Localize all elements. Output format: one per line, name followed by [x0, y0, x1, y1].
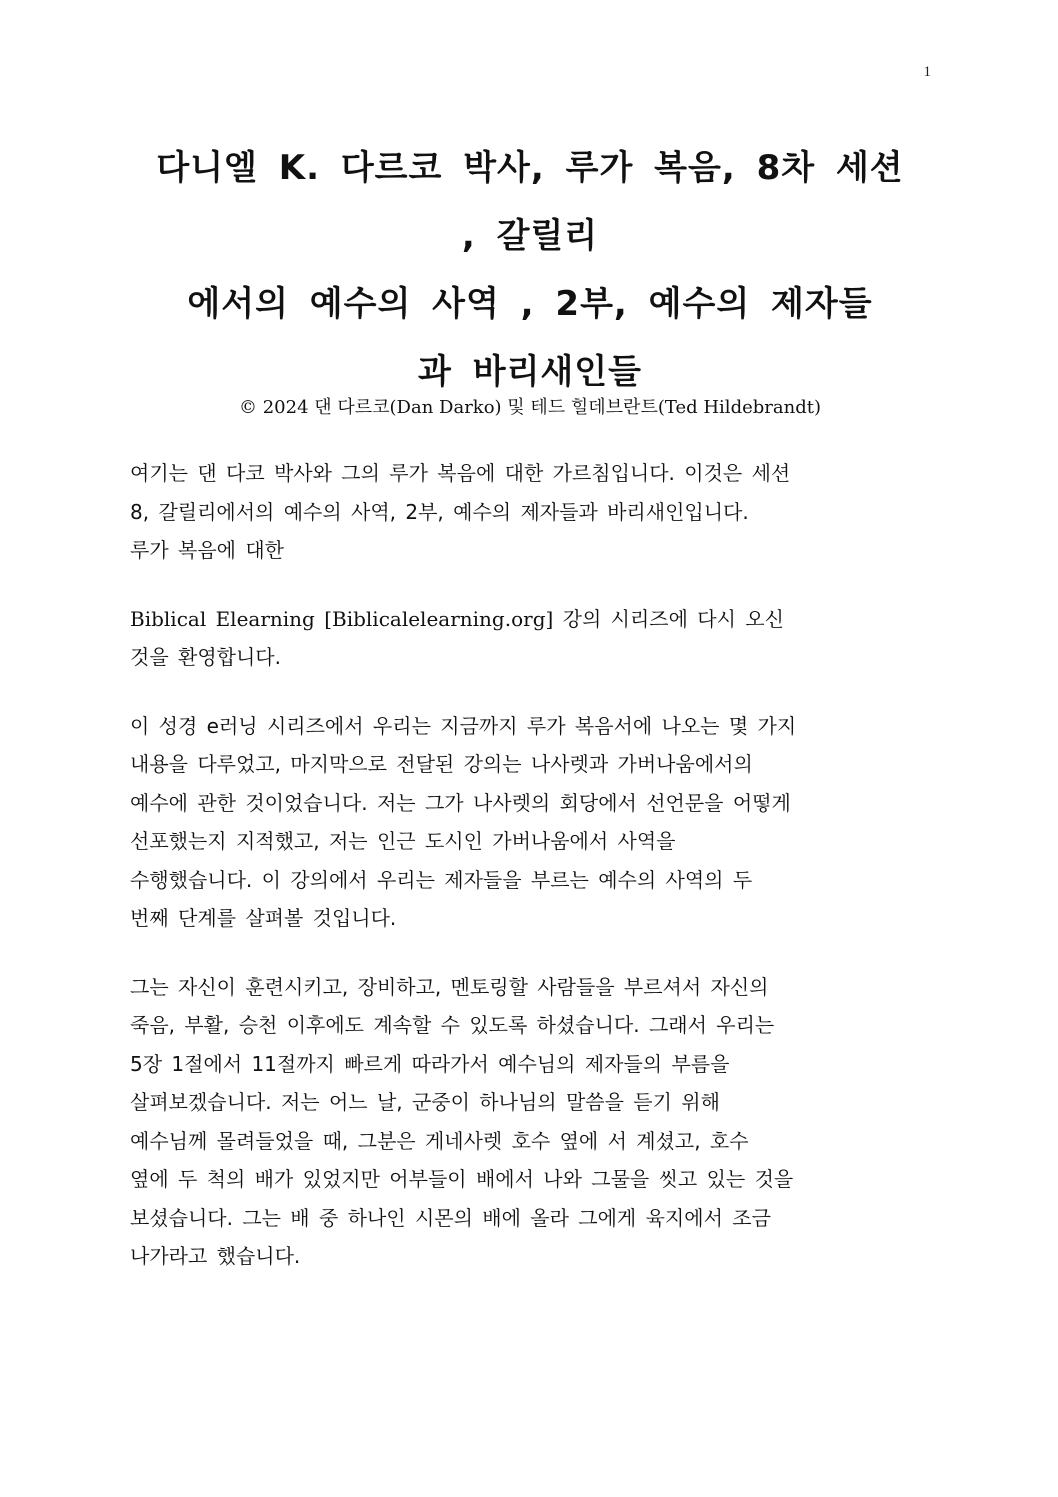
- text-line: 이 성경 e러닝 시리즈에서 우리는 지금까지 루가 복음서에 나오는 몇 가지: [130, 713, 797, 738]
- text-line: 5장 1절에서 11절까지 빠르게 따라가서 예수님의 제자들의 부름을: [130, 1051, 730, 1076]
- document-title: [110, 134, 950, 406]
- paragraph-overview: [130, 707, 930, 938]
- text-line: 선포했는지 지적했고, 저는 인근 도시인 가버나움에서 사역을: [130, 829, 676, 853]
- page-number: 1: [923, 64, 931, 80]
- text-line: 수행했습니다. 이 강의에서 우리는 제자들을 부르는 예수의 사역의 두: [130, 867, 753, 892]
- text-line: 살펴보겠습니다. 저는 어느 날, 군중이 하나님의 말씀을 듣기 위해: [130, 1090, 720, 1114]
- title-line: 다니엘 K. 다르코 박사, 루가 복음, 8차 세션: [156, 148, 904, 188]
- text-line: 죽음, 부활, 승천 이후에도 계속할 수 있도록 하셨습니다. 그래서 우리는: [130, 1013, 775, 1037]
- text-line: 예수에 관한 것이었습니다. 저는 그가 나사렛의 회당에서 선언문을 어떻게: [130, 790, 791, 815]
- title-line: 에서의 예수의 사역 , 2부, 예수의 제자들: [187, 284, 873, 324]
- text-line: 나가라고 했습니다.: [130, 1244, 301, 1268]
- text-line: 8, 갈릴리에서의 예수의 사역, 2부, 예수의 제자들과 바리새인입니다.: [130, 499, 749, 524]
- text-line: 것을 환영합니다.: [130, 645, 281, 669]
- text-line: 옆에 두 척의 배가 있었지만 어부들이 배에서 나와 그물을 씻고 있는 것을: [130, 1167, 794, 1191]
- text-line: 여기는 댄 다코 박사와 그의 루가 복음에 대한 가르침입니다. 이것은 세션: [130, 461, 791, 485]
- text-line: 번째 단계를 살펴볼 것입니다.: [130, 906, 397, 930]
- title-line: , 갈릴리: [461, 216, 599, 256]
- paragraph-intro: [130, 454, 930, 570]
- copyright-notice: © 2024 댄 다르코(Dan Darko) 및 테드 힐데브란트(Ted Hildebrandt): [239, 397, 821, 418]
- text-line: Biblical Elearning [Biblicalelearning.org] 강의 시리즈에 다시 오신: [130, 606, 784, 631]
- text-line: 루가 복음에 대한: [130, 538, 284, 562]
- paragraph-welcome: [130, 600, 930, 677]
- text-line: 예수님께 몰려들었을 때, 그분은 게네사렛 호수 옆에 서 계셨고, 호수: [130, 1128, 749, 1153]
- text-line: 그는 자신이 훈련시키고, 장비하고, 멘토링할 사람들을 부르셔서 자신의: [130, 974, 769, 999]
- text-line: 보셨습니다. 그는 배 중 하나인 시몬의 배에 올라 그에게 육지에서 조금: [130, 1205, 771, 1230]
- document-body: [130, 454, 930, 1306]
- title-line: 과 바리새인들: [418, 352, 642, 392]
- text-line: 내용을 다루었고, 마지막으로 전달된 강의는 나사렛과 가버나움에서의: [130, 752, 753, 776]
- paragraph-calling-disciples: [130, 968, 930, 1276]
